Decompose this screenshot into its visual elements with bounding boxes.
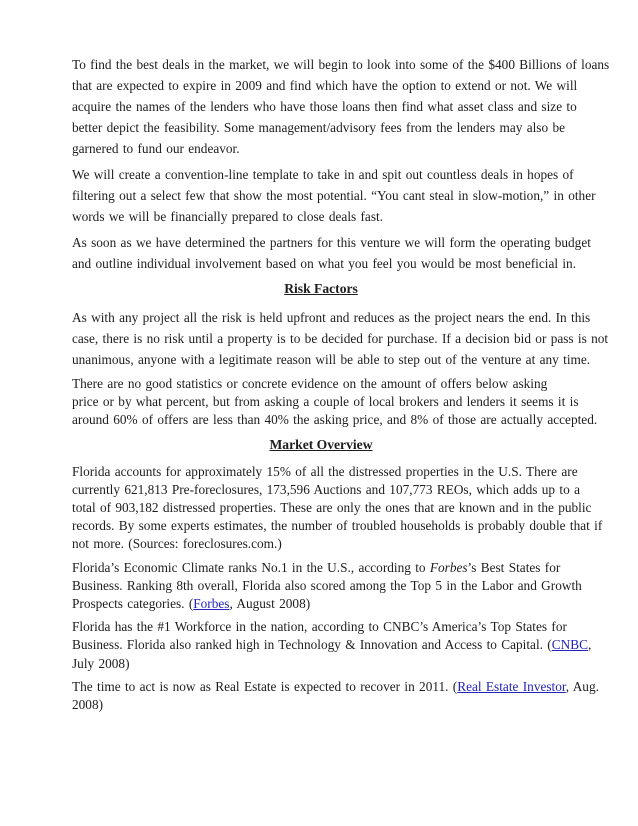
text-line — [72, 96, 577, 117]
text-line — [72, 393, 579, 411]
text-line — [72, 678, 599, 696]
text-run: currently 621,813 Pre-foreclosures, 173,596 Auctions and 107,773 REOs, which adds up to a — [72, 481, 580, 497]
text-run: , August 2008) — [229, 596, 311, 612]
text-line — [72, 75, 578, 96]
paragraph — [72, 678, 599, 714]
real-estate-investor-link[interactable]: Real Estate Investor — [457, 678, 566, 694]
text-run: that are expected to expire in 2009 and find which have the option to extend or not. We will — [72, 78, 578, 93]
text-run: Business. Ranking 8th overall, Florida also scored among the Top 5 in the Labor and Growth — [72, 577, 582, 593]
italic-text: Forbes — [429, 559, 468, 575]
text-line — [72, 54, 610, 75]
text-run: words we will be financially prepared to close deals fast. — [72, 209, 384, 224]
text-line — [72, 185, 596, 206]
text-line — [72, 463, 578, 481]
text-run: There are no good statistics or concrete evidence on the amount of offers below asking — [72, 376, 548, 391]
text-run: 2008) — [72, 697, 104, 713]
paragraph — [72, 618, 592, 673]
text-run: The time to act is now as Real Estate is expected to recover in 2011. ( — [72, 678, 458, 694]
text-run: unanimous, anyone with a legitimate reason will be able to step out of the venture at any time. — [72, 352, 591, 367]
paragraph — [72, 164, 596, 227]
paragraph — [72, 559, 582, 614]
text-line — [72, 499, 592, 517]
text-run: Florida has the #1 Workforce in the nation, according to CNBC’s America’s Top States for — [72, 619, 567, 635]
text-run: Florida accounts for approximately 15% of all the distressed properties in the U.S. There are — [72, 463, 578, 479]
text-line — [72, 232, 591, 253]
document-content — [72, 54, 610, 714]
text-line — [72, 481, 580, 499]
text-run: price or by what percent, but from asking a couple of local brokers and lenders it seems it is — [72, 394, 579, 410]
text-run: As soon as we have determined the partners for this venture we will form the operating budget — [72, 235, 591, 250]
text-line — [72, 618, 570, 636]
heading-risk-factors — [72, 279, 570, 299]
text-line — [72, 696, 570, 714]
paragraph — [72, 232, 591, 274]
text-run: around 60% of offers are less than 40% the asking price, and 8% of those are actually accepted. — [72, 412, 598, 428]
text-line — [72, 517, 603, 535]
heading-risk-factors-text: Risk Factors — [284, 281, 358, 296]
heading-market-overview — [72, 435, 570, 455]
text-run: total of 903,182 distressed properties. These are only the ones that are known and in the public — [72, 500, 592, 516]
text-line — [72, 655, 570, 673]
text-line — [72, 349, 591, 370]
text-line — [72, 411, 598, 429]
text-run: As with any project all the risk is held upfront and reduces as the project nears the end. In this — [72, 310, 591, 325]
text-run: and outline individual involvement based on what you feel you would be most beneficial in. — [72, 256, 577, 271]
text-line — [72, 307, 591, 328]
text-line — [72, 206, 570, 227]
text-line — [72, 117, 570, 138]
text-line — [72, 164, 574, 185]
paragraph — [72, 307, 609, 370]
text-run: Prospects categories. ( — [72, 596, 194, 612]
cnbc-link[interactable]: CNBC — [551, 637, 588, 653]
text-run: ’s Best States for — [467, 559, 561, 575]
text-run: Business. Florida also ranked high in Technology & Innovation and Access to Capital. ( — [72, 637, 552, 653]
text-line — [72, 636, 592, 654]
text-line — [72, 595, 570, 613]
text-run: case, there is no risk until a property is to be decided for purchase. If a decision bid or pass is not — [72, 331, 609, 346]
text-run: acquire the names of the lenders who have those loans then find what asset class and size to — [72, 99, 577, 114]
text-line — [72, 559, 570, 577]
text-run: , Aug. — [565, 678, 599, 694]
text-run: We will create a convention-line template to take in and spit out countless deals in hopes of — [72, 167, 574, 182]
text-run: July 2008) — [72, 655, 130, 671]
text-line — [72, 328, 609, 349]
text-run: filtering out a select few that show the most potential. “You cant steal in slow-motion,” in other — [72, 188, 596, 203]
paragraph — [72, 375, 598, 430]
text-line — [72, 253, 577, 274]
text-line — [72, 535, 570, 553]
text-line — [72, 375, 570, 393]
paragraph — [72, 54, 610, 159]
text-run: To find the best deals in the market, we will begin to look into some of the $400 Billions of loans — [72, 57, 610, 72]
forbes-link[interactable]: Forbes — [193, 596, 230, 612]
text-run: garnered to fund our endeavor. — [72, 141, 240, 156]
heading-market-overview-text: Market Overview — [269, 436, 373, 452]
text-line — [72, 577, 582, 595]
text-run: better depict the feasibility. Some management/advisory fees from the lenders may also be — [72, 120, 565, 135]
text-run: not more. (Sources: foreclosures.com.) — [72, 536, 282, 552]
text-line — [72, 138, 570, 159]
paragraph — [72, 463, 603, 554]
text-run: Florida’s Economic Climate ranks No.1 in the U.S., according to — [72, 559, 430, 575]
text-run: records. By some experts estimates, the number of troubled households is probably double that if — [72, 518, 603, 534]
text-run: , — [587, 637, 592, 653]
